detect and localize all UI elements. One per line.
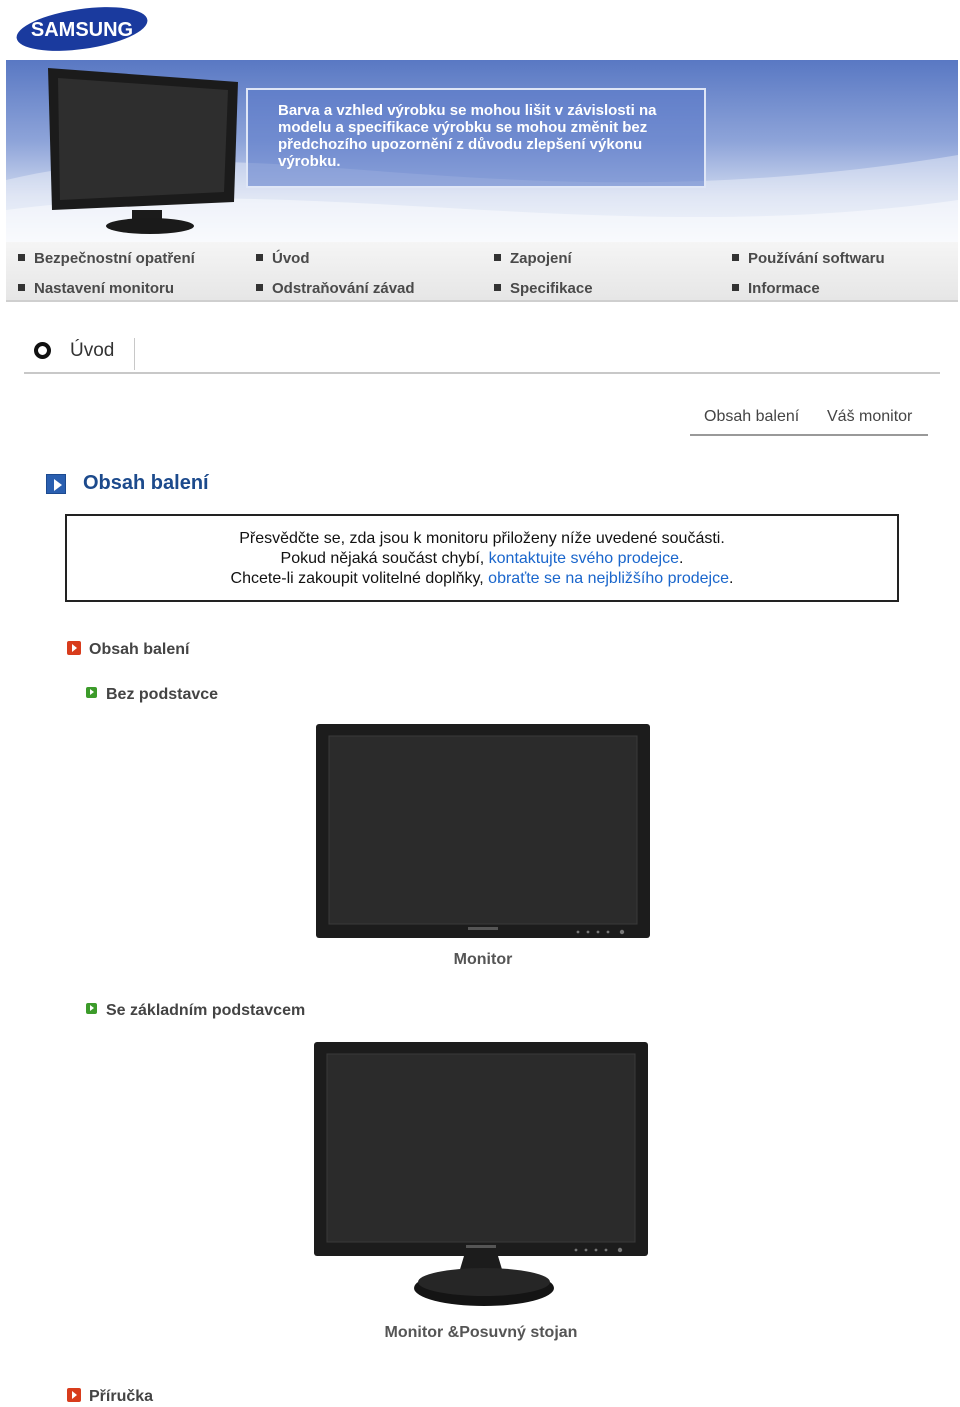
heading-text: Obsah balení: [83, 472, 209, 494]
samsung-logo: [14, 6, 150, 52]
nearest-dealer-link[interactable]: obraťte se na nejbližšího prodejce: [488, 570, 729, 587]
banner-note-line: předchozího upozornění z důvodu zlepšení výkonu: [278, 136, 643, 153]
notice-line-2: Pokud nějaká součást chybí, kontaktujte svého prodejce.: [280, 550, 684, 567]
page-title: Úvod: [70, 340, 115, 361]
green-arrow-bullet-icon: [86, 687, 97, 698]
monitor-with-stand-image: [314, 1042, 648, 1310]
title-divider: [134, 338, 135, 370]
square-bullet-icon: [494, 254, 501, 261]
manual-heading: Příručka: [67, 1388, 153, 1406]
nav-item-safety[interactable]: Bezpečnostní opatření: [18, 250, 195, 267]
nav-item-information[interactable]: Informace: [732, 280, 820, 297]
square-bullet-icon: [732, 284, 739, 291]
contact-dealer-link[interactable]: kontaktujte svého prodejce: [488, 550, 679, 567]
banner-note-line: výrobku.: [278, 153, 341, 170]
square-bullet-icon: [256, 254, 263, 261]
logo-text: SAMSUNG: [30, 19, 134, 41]
monitor-caption: Monitor: [453, 951, 513, 968]
square-bullet-icon: [18, 284, 25, 291]
ring-icon: [34, 342, 51, 359]
nav-item-intro[interactable]: Úvod: [256, 250, 310, 267]
red-arrow-bullet-icon: [67, 641, 81, 655]
tab-your-monitor[interactable]: Váš monitor: [827, 408, 913, 425]
with-stand-heading: Se základním podstavcem: [86, 1002, 305, 1020]
square-bullet-icon: [494, 284, 501, 291]
nav-item-connection[interactable]: Zapojení: [494, 250, 572, 267]
banner-note-line: modelu a specifikace výrobku se mohou změnit bez: [278, 119, 648, 136]
section-title-bar: [24, 332, 940, 374]
main-navigation: [6, 242, 958, 302]
banner-disclaimer: [246, 88, 706, 188]
banner-note-line: Barva a vzhled výrobku se mohou lišit v závislosti na: [278, 102, 657, 119]
notice-box: [65, 514, 899, 602]
play-arrow-icon: [46, 474, 66, 494]
nav-item-specifications[interactable]: Specifikace: [494, 280, 593, 297]
banner-monitor-image: [46, 64, 242, 236]
square-bullet-icon: [18, 254, 25, 261]
square-bullet-icon: [732, 254, 739, 261]
monitor-stand-caption: Monitor &Posuvný stojan: [384, 1324, 578, 1341]
red-arrow-bullet-icon: [67, 1388, 81, 1402]
header-banner: [6, 60, 958, 242]
notice-line-1: Přesvědčte se, zda jsou k monitoru přiloženy níže uvedené součásti.: [239, 530, 725, 547]
logo-ellipse-icon: [14, 6, 150, 52]
tab-package-contents[interactable]: Obsah balení: [704, 408, 800, 425]
sub-tabs: [690, 404, 928, 436]
nav-item-software[interactable]: Používání softwaru: [732, 250, 885, 267]
nav-item-adjusting[interactable]: Nastavení monitoru: [18, 280, 174, 297]
package-contents-heading: Obsah balení: [67, 641, 189, 659]
green-arrow-bullet-icon: [86, 1003, 97, 1014]
nav-item-troubleshooting[interactable]: Odstraňování závad: [256, 280, 415, 297]
without-stand-heading: Bez podstavce: [86, 686, 218, 704]
monitor-without-stand-image: [316, 724, 650, 938]
notice-line-3: Chcete-li zakoupit volitelné doplňky, obraťte se na nejbližšího prodejce.: [230, 570, 734, 587]
square-bullet-icon: [256, 284, 263, 291]
